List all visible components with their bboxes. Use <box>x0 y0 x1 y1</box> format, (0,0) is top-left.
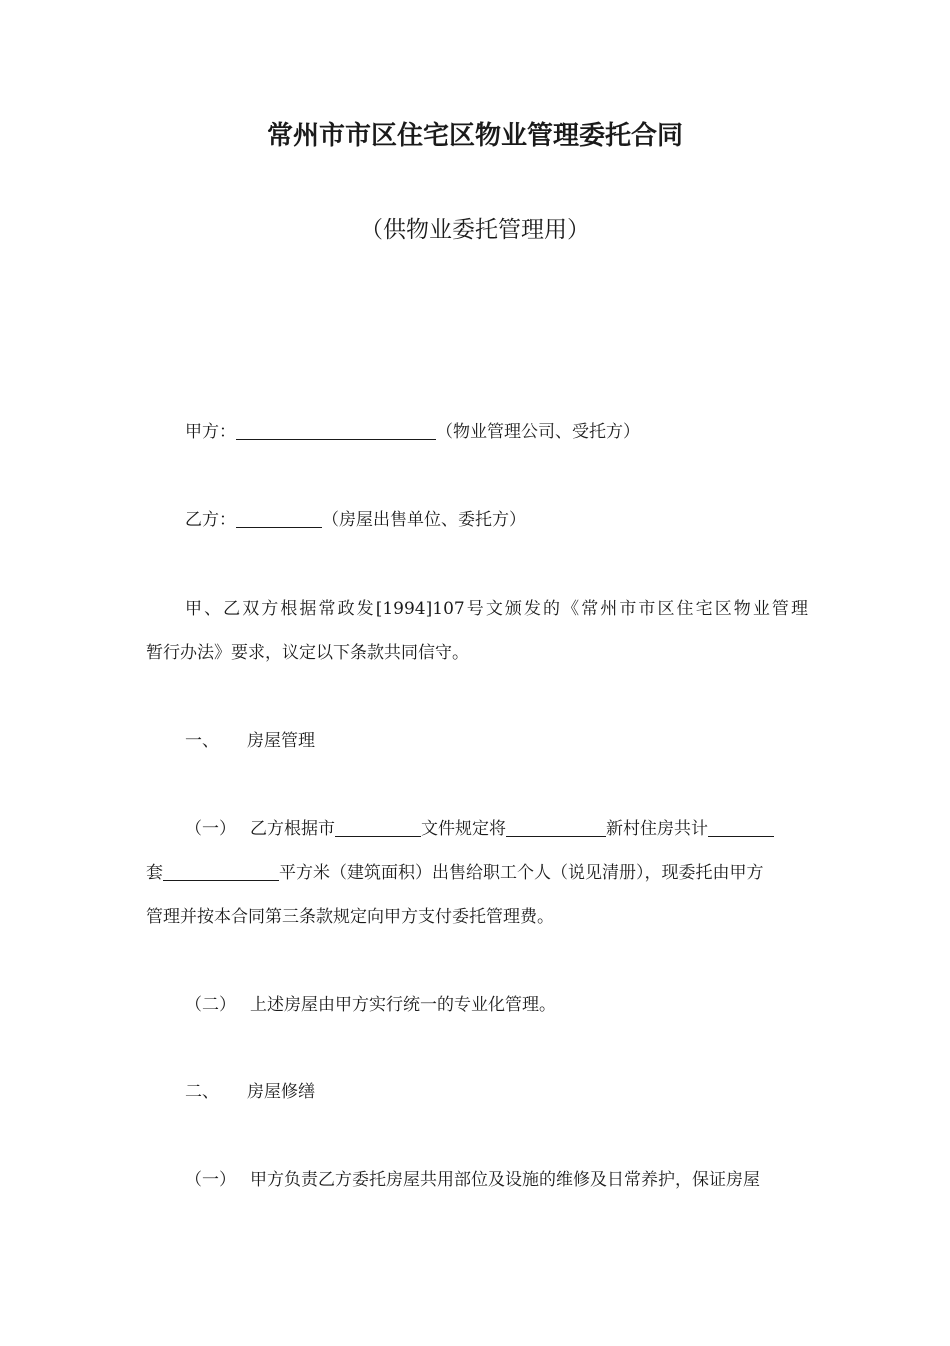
section-1-item-1-text-e: 平方米（建筑面积）出售给职工个人（说见清册），现委托由甲方 <box>279 863 764 883</box>
party-a-blank <box>236 421 436 440</box>
unit-count-blank <box>708 818 774 837</box>
party-b-note: （房屋出售单位、委托方） <box>322 510 526 530</box>
section-2-item-1-number: （一） <box>185 1170 236 1190</box>
section-2-heading <box>185 1080 808 1104</box>
party-b-label: 乙方： <box>185 510 236 530</box>
estate-name-blank <box>506 818 606 837</box>
section-1-heading <box>185 729 808 753</box>
party-a-line <box>185 420 808 444</box>
document-title: 常州市市区住宅区物业管理委托合同 <box>266 121 683 151</box>
section-1-item-1-text-d: 套 <box>146 863 163 883</box>
section-1-item-2-text: 上述房屋由甲方实行统一的专业化管理。 <box>250 995 556 1015</box>
section-1-item-2-number: （二） <box>185 995 236 1015</box>
section-1-item-1-line-2 <box>146 861 808 885</box>
section-1-item-2 <box>185 993 847 1017</box>
section-1-item-1-line-1 <box>185 817 808 841</box>
section-1-item-1-line-3: 管理并按本合同第三条款规定向甲方支付委托管理费。 <box>146 907 554 927</box>
preamble-line-2: 暂行办法》要求，议定以下条款共同信守。 <box>146 643 469 663</box>
section-2-number: 二、 <box>185 1082 219 1102</box>
section-2-title: 房屋修缮 <box>247 1082 315 1102</box>
party-a-note: （物业管理公司、受托方） <box>436 422 640 442</box>
preamble-line-1: 甲、乙双方根据常政发[1994]107号文颁发的《常州市市区住宅区物业管理 <box>185 599 808 619</box>
party-b-line <box>185 508 808 532</box>
section-1-item-1-text-c: 新村住房共计 <box>606 819 708 839</box>
section-1-item-1-number: （一） <box>185 819 236 839</box>
document-number-blank <box>335 818 421 837</box>
section-1-item-1-text-a: 乙方根据市 <box>250 819 335 839</box>
section-1-item-1-text-b: 文件规定将 <box>421 819 506 839</box>
party-a-label: 甲方： <box>185 422 236 442</box>
section-2-item-1 <box>185 1168 808 1192</box>
party-b-blank <box>236 509 322 528</box>
floor-area-blank <box>163 862 279 881</box>
section-1-number: 一、 <box>185 731 219 751</box>
section-1-title: 房屋管理 <box>247 731 315 751</box>
section-2-item-1-text: 甲方负责乙方委托房屋共用部位及设施的维修及日常养护，保证房屋 <box>250 1170 760 1190</box>
document-subtitle: （供物业委托管理用） <box>360 217 590 243</box>
